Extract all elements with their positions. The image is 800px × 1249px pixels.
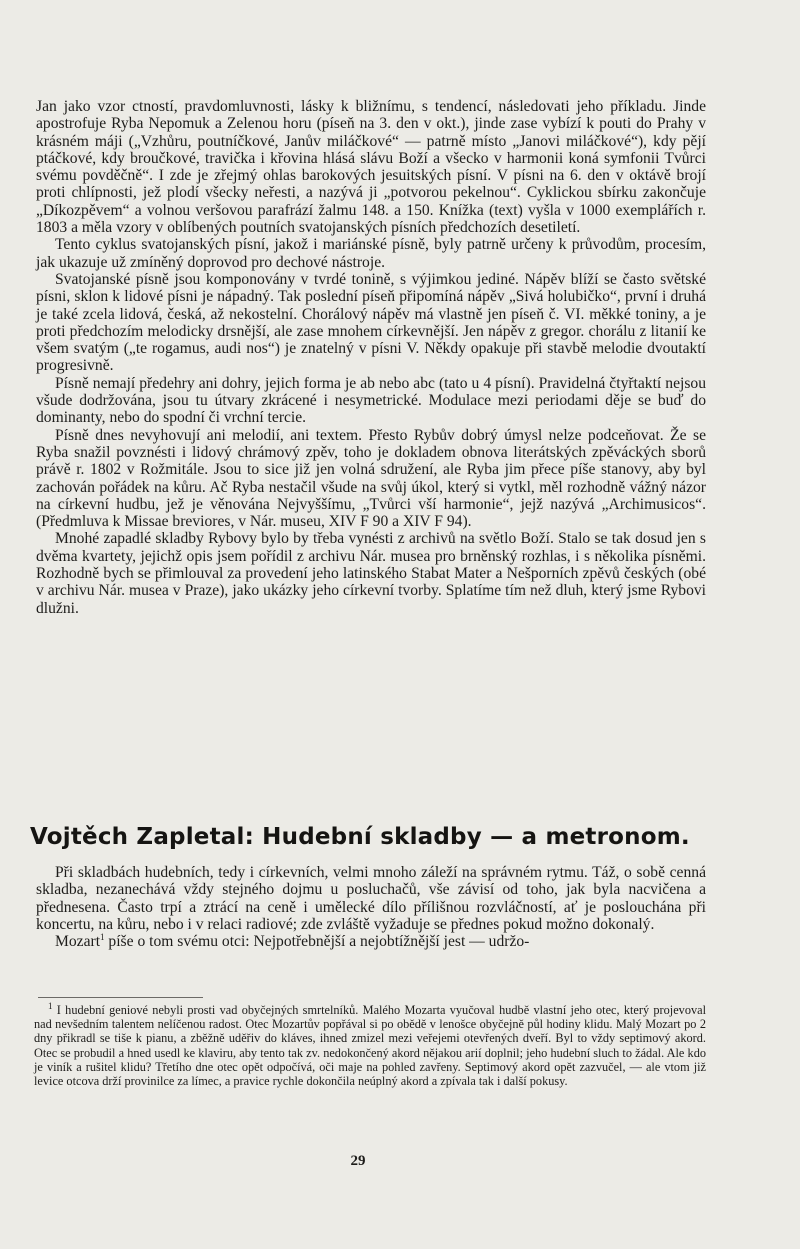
paragraph: Tento cyklus svatojanských písní, jakož i mariánské písně, byly patrně určeny k průvodům, procesím, jak ukazuje už zmíněný doprovod pro dechové nástroje. — [36, 236, 706, 271]
body-text — [36, 98, 706, 617]
paragraph — [36, 933, 706, 950]
paragraph: Mnohé zapadlé skladby Rybovy bylo by třeba vynésti z archivů na světlo Boží. Stalo se tak dosud jen s dvěma kvartety, jejichž opis jsem pořídil z archivu Nár. musea pro brněnský rozhlas, i s několika písněmi. Rozhodně bych se přimlouval za provedení jeho latinského Stabat Mater a Nešporních zpěvů českých (obé v archivu Nár. musea v Praze), jako ukázky jeho církevní tvorby. Splatíme tím než dluh, který jsme Rybovi dlužni. — [36, 530, 706, 617]
paragraph: Svatojanské písně jsou komponovány v tvrdé tonině, s výjimkou jediné. Nápěv blíží se často světské písni, sklon k lidové písni je nápadný. Tak poslední píseň připomíná nápěv „Sivá holubičko“, první i druhá je také zcela lidová, česká, až nekostelní. Chorálový nápěv má vlastně jen píseň č. VI. měkké toniny, a je proti předchozím melodicky drsnější, ale zase mnohem církevnější. Jen nápěv z gregor. chorálu z litanií ke všem svatým („te rogamus, audi nos“) je znatelný v písni V. Někdy opakuje při stavbě melodie dvoutaktí progresivně. — [36, 270, 706, 375]
paragraph: Písně nemají předehry ani dohry, jejich forma je ab nebo abc (tato u 4 písní). Pravidelná čtyřtaktí nejsou všude dodržována, jsou tu útvary zkrácené i nesymetrické. Modulace mezi periodami děje se buď do dominanty, nebo do spodní či vrchní tercie. — [36, 374, 706, 427]
footnote-text: I hudební geniové nebyli prosti vad obyčejných smrtelníků. Malého Mozarta vyučoval hudbě vlastní jeho otec, který projevoval nad nevšedním talentem nelíčenou radost. Otec Mozartův popřával si po obědě v lenošce obyčejně půl hodiny klidu. Malý Mozart po 2 dny přikradl se tiše k pianu, a zběžně uděřiv do kláves, ihned zmizel mezi veřejemi otevřených dveří. Byl to vždy septimový akord. Otec se probudil a hned usedl ke klaviru, aby tento tak zv. nedokončený akord nějakou arií doplnil; jeho hudební sluch to žádal. Ale kdo je viník a rušitel klidu? Třetího dne otec opět odpočívá, oči maje na pohled zavřeny. Septimový akord opět zazvučel, — ale vtom již levice otcova drží provinilce za límec, a pravice rychle dokončila neúplný akord a zpívala tak i další pokusy. — [34, 1003, 706, 1089]
footnote-reference: 1 — [100, 932, 105, 942]
paragraph: Při skladbách hudebních, tedy i církevních, velmi mnoho záleží na správném rytmu. Táž, o sobě cenná skladba, nezanechává vždy stejného dojmu u posluchačů, vše závisí od toho, jak byla nacvičena a přednesena. Často trpí a ztrácí na ceně i umělecké dílo přílišnou rozvláčností, ať je poslouchána při koncertu, na kůru, nebo i v relaci radiové; zde zvláště vyžaduje se přednes pokud možno dokonalý. — [36, 864, 706, 933]
paragraph-start: Mozart — [55, 933, 101, 951]
footnote — [34, 1000, 706, 1089]
footnote-divider — [38, 997, 203, 998]
paragraph: Jan jako vzor ctností, pravdomluvnosti, lásky k bližnímu, s tendencí, následovati jeho příkladu. Jinde apostrofuje Ryba Nepomuk a Zelenou horu (píseň na 3. den v okt.), jinde zase vybízí k pouti do Prahy v krásném máji („Vzhůru, poutníčkové, Janův miláčkové“ — patrně místo „Janovi miláčkové“), kdy pějí ptáčkové, kdy broučkové, travička i křovina hlásá slávu Boží a všecko v harmonii koná symfonii Tvůrci svému povděčně“. I zde je zřejmý ohlas barokových jesuitských písní. V písni na 6. den v oktávě brojí proti chlípnosti, jež plodí všecky neřesti, a nazývá ji „potvorou pekelnou“. Cyklickou sbírku zakončuje „Díkozpěvem“ a volnou veršovou parafrází žalmu 148. a 150. Knížka (text) vyšla v 1000 exemplářích r. 1803 a měla vzory v oblíbených poutních svatojanských písních předchozích desetiletí. — [36, 98, 706, 237]
footnote-marker: 1 — [48, 1000, 53, 1011]
section-heading: Vojtěch Zapletal: Hudební skladby — a metronom. — [30, 824, 690, 850]
paragraph-rest: píše o tom svému otci: Nejpotřebnější a nejobtížnější jest — udržo- — [104, 933, 530, 951]
footnote-paragraph — [34, 1000, 706, 1089]
section-text — [36, 864, 706, 950]
paragraph: Písně dnes nevyhovují ani melodií, ani textem. Přesto Rybův dobrý úmysl nelze podceňovat. Že se Ryba snažil povznésti i lidový chrámový zpěv, toho je dokladem obnova literátských zpěváckých sborů právě r. 1802 v Rožmitále. Jsou to sice již jen volná sdružení, ale Ryba jim přece píše stanovy, aby byl zachován pořádek na kůru. Ač Ryba nestačil všude na svůj úkol, který si vytkl, měl rozhodně vážný názor na církevní hudbu, jež je věnována Nejvyššímu, „Tvůrci vší harmonie“, jejž nazývá „Archimusicos“. (Předmluva k Missae breviores, v Nár. museu, XIV F 90 a XIV F 94). — [36, 426, 706, 531]
page-number: 29 — [350, 1153, 366, 1169]
